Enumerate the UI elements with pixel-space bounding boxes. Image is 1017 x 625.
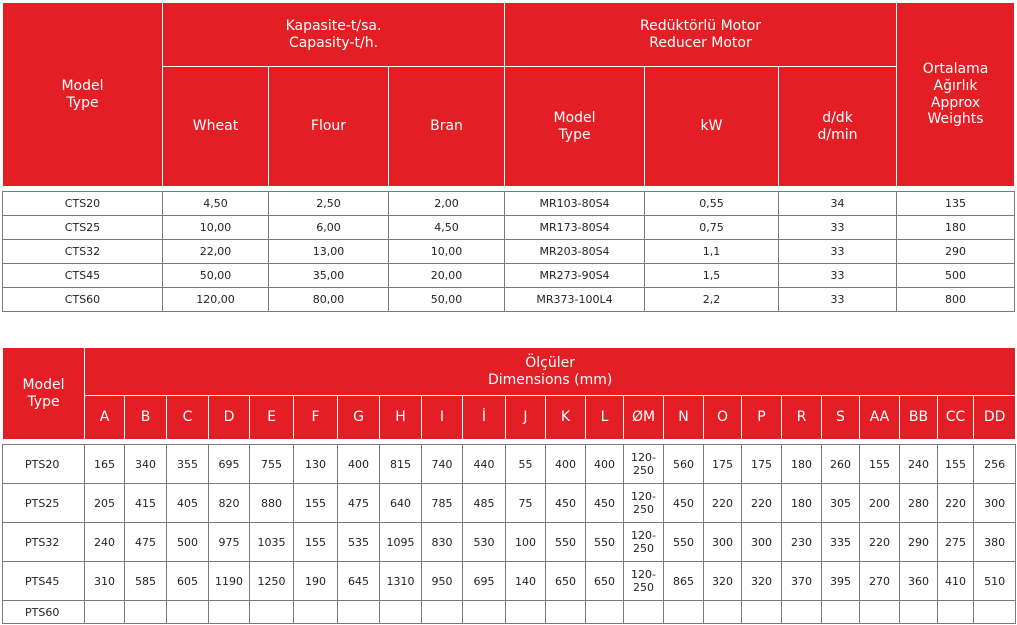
table-cell: 880 xyxy=(250,484,294,523)
table-cell: 33 xyxy=(779,264,897,288)
header-line: Reducer Motor xyxy=(649,34,752,51)
table-cell: CTS32 xyxy=(3,240,163,264)
table-cell: 950 xyxy=(422,562,463,601)
header-line: Ölçüler xyxy=(525,354,576,371)
table-cell: 240 xyxy=(900,445,938,484)
weight-header xyxy=(897,3,1015,187)
table-cell: 865 xyxy=(664,562,704,601)
bran-header: Bran xyxy=(389,67,505,187)
table-cell: 400 xyxy=(546,445,586,484)
table-cell: 230 xyxy=(782,523,822,562)
table-row xyxy=(3,240,1015,264)
table-cell: 50,00 xyxy=(163,264,269,288)
table-cell: MR273-90S4 xyxy=(505,264,645,288)
table-cell: 220 xyxy=(860,523,900,562)
table-cell: 33 xyxy=(779,288,897,312)
dimension-column-header: E xyxy=(250,396,294,440)
table-cell: 975 xyxy=(209,523,250,562)
table-cell xyxy=(209,601,250,624)
table-cell: 205 xyxy=(85,484,125,523)
table-cell: MR373-100L4 xyxy=(505,288,645,312)
table-cell: 400 xyxy=(338,445,380,484)
header-line: Type xyxy=(27,393,60,410)
table-cell: 0,75 xyxy=(645,216,779,240)
table-cell: 13,00 xyxy=(269,240,389,264)
table-cell: 290 xyxy=(900,523,938,562)
table-cell: 755 xyxy=(250,445,294,484)
table-cell: 560 xyxy=(664,445,704,484)
header-line: Kapasite-t/sa. xyxy=(285,17,382,34)
table-cell: 270 xyxy=(860,562,900,601)
table-cell: 695 xyxy=(463,562,506,601)
cell-line: 120- xyxy=(631,450,656,464)
table-row xyxy=(3,523,1016,562)
table-cell: 155 xyxy=(938,445,974,484)
table-cell: 550 xyxy=(664,523,704,562)
table-cell: 415 xyxy=(125,484,167,523)
table-cell: 175 xyxy=(742,445,782,484)
table-cell: 320 xyxy=(742,562,782,601)
table-cell: CTS20 xyxy=(3,192,163,216)
dimension-column-header: S xyxy=(822,396,860,440)
dimension-column-header: DD xyxy=(974,396,1016,440)
table-cell: 310 xyxy=(85,562,125,601)
table-cell: 155 xyxy=(860,445,900,484)
table-cell: 34 xyxy=(779,192,897,216)
table-cell xyxy=(822,601,860,624)
cell-line: 120- xyxy=(631,567,656,581)
model-type-header xyxy=(3,3,163,187)
table-cell: 300 xyxy=(704,523,742,562)
table-cell: 6,00 xyxy=(269,216,389,240)
table-cell: 20,00 xyxy=(389,264,505,288)
table-cell: 22,00 xyxy=(163,240,269,264)
header-line: Model xyxy=(22,376,65,393)
table-cell: 280 xyxy=(900,484,938,523)
header-line: Type xyxy=(66,94,99,111)
table-cell: 440 xyxy=(463,445,506,484)
table-cell: 55 xyxy=(506,445,546,484)
header-line: d/min xyxy=(817,126,858,143)
table-cell: 275 xyxy=(938,523,974,562)
cell-line: 250 xyxy=(633,542,654,555)
table-cell: 370 xyxy=(782,562,822,601)
table-cell: 340 xyxy=(125,445,167,484)
table-cell: CTS25 xyxy=(3,216,163,240)
table-cell: 550 xyxy=(586,523,624,562)
cell-line: 250 xyxy=(633,464,654,477)
table-cell: 1190 xyxy=(209,562,250,601)
dimension-column-header: I xyxy=(422,396,463,440)
table-cell xyxy=(704,601,742,624)
table-cell: 640 xyxy=(380,484,422,523)
speed-header xyxy=(779,67,897,187)
dimension-column-header: L xyxy=(586,396,624,440)
table-cell: 220 xyxy=(938,484,974,523)
table-cell xyxy=(782,601,822,624)
header-line: Weights xyxy=(927,111,984,128)
table-cell: 190 xyxy=(294,562,338,601)
header-line: Dimensions (mm) xyxy=(487,371,613,388)
cell-line: 120- xyxy=(631,489,656,503)
header-line: Capasity-t/h. xyxy=(288,34,379,51)
table-cell xyxy=(938,601,974,624)
table-cell xyxy=(624,484,664,523)
table-cell: 450 xyxy=(664,484,704,523)
table-row xyxy=(3,192,1015,216)
table-cell xyxy=(125,601,167,624)
dimension-column-header: R xyxy=(782,396,822,440)
table-cell: 605 xyxy=(167,562,209,601)
dimensions-table xyxy=(2,347,1016,624)
table-cell: CTS60 xyxy=(3,288,163,312)
header-line: Type xyxy=(558,126,591,143)
table-cell: 695 xyxy=(209,445,250,484)
capacity-table xyxy=(2,2,1015,312)
table-cell xyxy=(338,601,380,624)
table-row xyxy=(3,445,1016,484)
table-cell: 740 xyxy=(422,445,463,484)
table-cell: 1310 xyxy=(380,562,422,601)
table-cell xyxy=(624,562,664,601)
table-cell: 0,55 xyxy=(645,192,779,216)
table-cell: 256 xyxy=(974,445,1016,484)
table-cell: 395 xyxy=(822,562,860,601)
header-line: Ortalama xyxy=(922,60,989,77)
model-cell: PTS45 xyxy=(3,562,85,601)
table-cell: 220 xyxy=(704,484,742,523)
dimension-column-header: CC xyxy=(938,396,974,440)
table-cell: 180 xyxy=(782,445,822,484)
table-cell: 650 xyxy=(586,562,624,601)
table-cell xyxy=(422,601,463,624)
model-cell: PTS32 xyxy=(3,523,85,562)
dimension-column-header: F xyxy=(294,396,338,440)
table-cell: 50,00 xyxy=(389,288,505,312)
dimension-column-header: AA xyxy=(860,396,900,440)
table-cell: 135 xyxy=(897,192,1015,216)
table-cell xyxy=(900,601,938,624)
dimension-column-header: C xyxy=(167,396,209,440)
header-line: Ağırlık xyxy=(933,77,978,94)
dimension-column-header: H xyxy=(380,396,422,440)
model-type-header xyxy=(3,348,85,440)
model-cell: PTS60 xyxy=(3,601,85,624)
dimension-column-header: B xyxy=(125,396,167,440)
table-cell xyxy=(624,523,664,562)
table-cell: 400 xyxy=(586,445,624,484)
table-cell: 450 xyxy=(586,484,624,523)
header-line: d/dk xyxy=(822,109,853,126)
table-cell xyxy=(586,601,624,624)
table-cell xyxy=(624,445,664,484)
table-cell: 33 xyxy=(779,216,897,240)
table-cell xyxy=(85,601,125,624)
model-cell: PTS25 xyxy=(3,484,85,523)
table-cell: 1,1 xyxy=(645,240,779,264)
dimension-column-header: ØM xyxy=(624,396,664,440)
header-line: Model xyxy=(61,77,104,94)
table-cell: 500 xyxy=(167,523,209,562)
table-cell: 100 xyxy=(506,523,546,562)
table-cell: 1250 xyxy=(250,562,294,601)
kw-header: kW xyxy=(645,67,779,187)
header-line: Model xyxy=(553,109,596,126)
table-row xyxy=(3,562,1016,601)
table-cell xyxy=(624,601,664,624)
table-cell xyxy=(167,601,209,624)
table-cell: 485 xyxy=(463,484,506,523)
table-cell: 820 xyxy=(209,484,250,523)
dimension-column-header: G xyxy=(338,396,380,440)
table-cell: 380 xyxy=(974,523,1016,562)
table-cell: 165 xyxy=(85,445,125,484)
dimension-column-header: O xyxy=(704,396,742,440)
table-cell: 75 xyxy=(506,484,546,523)
table-row xyxy=(3,484,1016,523)
flour-header: Flour xyxy=(269,67,389,187)
table-cell: 4,50 xyxy=(389,216,505,240)
dimension-column-header: P xyxy=(742,396,782,440)
dimension-column-header: BB xyxy=(900,396,938,440)
table-cell: 1,5 xyxy=(645,264,779,288)
table-cell: 335 xyxy=(822,523,860,562)
table-cell: 305 xyxy=(822,484,860,523)
table-row xyxy=(3,216,1015,240)
table-cell: 2,2 xyxy=(645,288,779,312)
dimension-column-header: A xyxy=(85,396,125,440)
cell-line: 250 xyxy=(633,581,654,594)
table-cell: 450 xyxy=(546,484,586,523)
table-cell: 410 xyxy=(938,562,974,601)
table-cell: 360 xyxy=(900,562,938,601)
table-cell: 585 xyxy=(125,562,167,601)
table-cell: 475 xyxy=(125,523,167,562)
table-cell: 35,00 xyxy=(269,264,389,288)
table-cell: 155 xyxy=(294,484,338,523)
table-cell: 290 xyxy=(897,240,1015,264)
table-cell: MR203-80S4 xyxy=(505,240,645,264)
table-cell: 4,50 xyxy=(163,192,269,216)
table-row xyxy=(3,288,1015,312)
table-cell: 33 xyxy=(779,240,897,264)
table-cell: 815 xyxy=(380,445,422,484)
table-cell: 785 xyxy=(422,484,463,523)
table-cell xyxy=(506,601,546,624)
table-cell: 510 xyxy=(974,562,1016,601)
table-cell: 475 xyxy=(338,484,380,523)
table-cell: 10,00 xyxy=(163,216,269,240)
table-cell: 240 xyxy=(85,523,125,562)
table-cell xyxy=(546,601,586,624)
table-cell: 800 xyxy=(897,288,1015,312)
table-cell: 1035 xyxy=(250,523,294,562)
table-cell: 220 xyxy=(742,484,782,523)
wheat-header: Wheat xyxy=(163,67,269,187)
cell-line: 120- xyxy=(631,528,656,542)
table-cell: 2,00 xyxy=(389,192,505,216)
table-cell: 500 xyxy=(897,264,1015,288)
table-cell: 155 xyxy=(294,523,338,562)
table-cell xyxy=(742,601,782,624)
model-cell: PTS20 xyxy=(3,445,85,484)
table-cell: 650 xyxy=(546,562,586,601)
table-cell: 180 xyxy=(897,216,1015,240)
cell-line: 250 xyxy=(633,503,654,516)
table-cell: 180 xyxy=(782,484,822,523)
table-cell: 80,00 xyxy=(269,288,389,312)
table-cell xyxy=(463,601,506,624)
dimension-column-header: K xyxy=(546,396,586,440)
table-cell: 130 xyxy=(294,445,338,484)
dimension-column-header: J xyxy=(506,396,546,440)
table-cell: CTS45 xyxy=(3,264,163,288)
table-cell xyxy=(250,601,294,624)
table-cell: 550 xyxy=(546,523,586,562)
header-line: Redüktörlü Motor xyxy=(639,17,762,34)
table-cell: 175 xyxy=(704,445,742,484)
table-cell: 1095 xyxy=(380,523,422,562)
table-cell xyxy=(860,601,900,624)
table-cell: 260 xyxy=(822,445,860,484)
table-row xyxy=(3,264,1015,288)
reducer-motor-header xyxy=(505,3,897,67)
table-cell: 830 xyxy=(422,523,463,562)
table-cell: 300 xyxy=(742,523,782,562)
dimension-column-header: İ xyxy=(463,396,506,440)
dimension-column-header: D xyxy=(209,396,250,440)
dimensions-header xyxy=(85,348,1016,396)
motor-model-header xyxy=(505,67,645,187)
table-cell: 320 xyxy=(704,562,742,601)
capacity-header xyxy=(163,3,505,67)
table-cell: 300 xyxy=(974,484,1016,523)
table-row xyxy=(3,601,1016,624)
table-cell: 355 xyxy=(167,445,209,484)
table-cell: 405 xyxy=(167,484,209,523)
table-cell: 2,50 xyxy=(269,192,389,216)
table-cell: 10,00 xyxy=(389,240,505,264)
table-cell: 645 xyxy=(338,562,380,601)
table-cell: 200 xyxy=(860,484,900,523)
table-cell: 530 xyxy=(463,523,506,562)
dimension-column-header: N xyxy=(664,396,704,440)
table-cell xyxy=(974,601,1016,624)
table-cell: MR173-80S4 xyxy=(505,216,645,240)
table-cell: 120,00 xyxy=(163,288,269,312)
header-line: Approx xyxy=(930,94,981,111)
table-cell xyxy=(294,601,338,624)
table-cell xyxy=(664,601,704,624)
table-cell: 140 xyxy=(506,562,546,601)
table-cell xyxy=(380,601,422,624)
table-cell: MR103-80S4 xyxy=(505,192,645,216)
table-cell: 535 xyxy=(338,523,380,562)
